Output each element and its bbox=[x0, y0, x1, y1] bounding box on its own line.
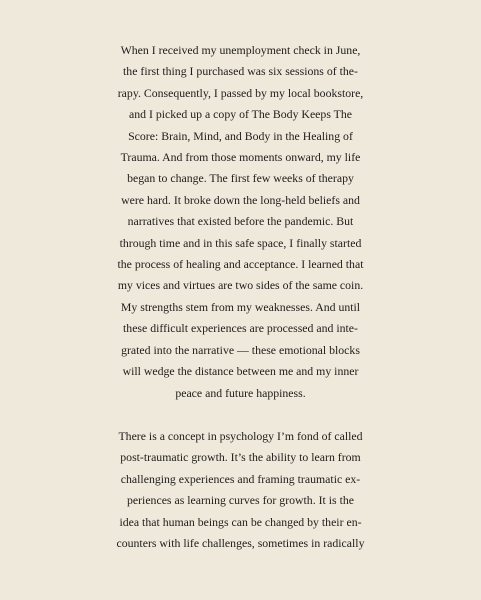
paragraph-post-traumatic-growth bbox=[0, 426, 481, 554]
text-line: There is a concept in psychology I’m fond of called bbox=[118, 429, 363, 443]
text-line: post-traumatic growth. It’s the ability to learn from bbox=[120, 450, 361, 465]
text-line: grated into the narrative — these emotional blocks bbox=[121, 342, 360, 357]
text-line: the process of healing and acceptance. I learned that bbox=[117, 257, 364, 272]
text-line: narratives that existed before the pandemic. But bbox=[127, 214, 354, 229]
text-line: rapy. Consequently, I passed by my local bookstore, bbox=[117, 85, 364, 100]
text-line: through time and in this safe space, I finally started bbox=[119, 235, 362, 250]
text-line: periences as learning curves for growth. It is the bbox=[126, 493, 354, 508]
text-line: Score: Brain, Mind, and Body in the Healing of bbox=[128, 128, 353, 143]
text-line: When I received my unemployment check in June, bbox=[120, 43, 361, 57]
text-line: My strengths stem from my weaknesses. And until bbox=[120, 299, 361, 314]
text-line: challenging experiences and framing traumatic ex- bbox=[120, 471, 361, 486]
text-line: peace and future happiness. bbox=[175, 385, 306, 400]
text-line: the first thing I purchased was six sessions of the- bbox=[123, 64, 358, 79]
paragraph-therapy bbox=[0, 40, 481, 404]
text-line: idea that human beings can be changed by their en- bbox=[119, 514, 362, 529]
text-line: my vices and virtues are two sides of the same coin. bbox=[117, 278, 364, 293]
text-line: began to change. The first few weeks of therapy bbox=[127, 171, 354, 186]
text-line: will wedge the distance between me and my inner bbox=[122, 364, 359, 379]
text-line: and I picked up a copy of The Body Keeps The bbox=[129, 107, 352, 122]
text-line: these difficult experiences are processed and inte- bbox=[123, 321, 358, 336]
text-line: counters with life challenges, sometimes in radically bbox=[116, 536, 365, 551]
text-line: Trauma. And from those moments onward, my life bbox=[120, 150, 361, 165]
text-line: were hard. It broke down the long-held beliefs and bbox=[121, 192, 360, 207]
